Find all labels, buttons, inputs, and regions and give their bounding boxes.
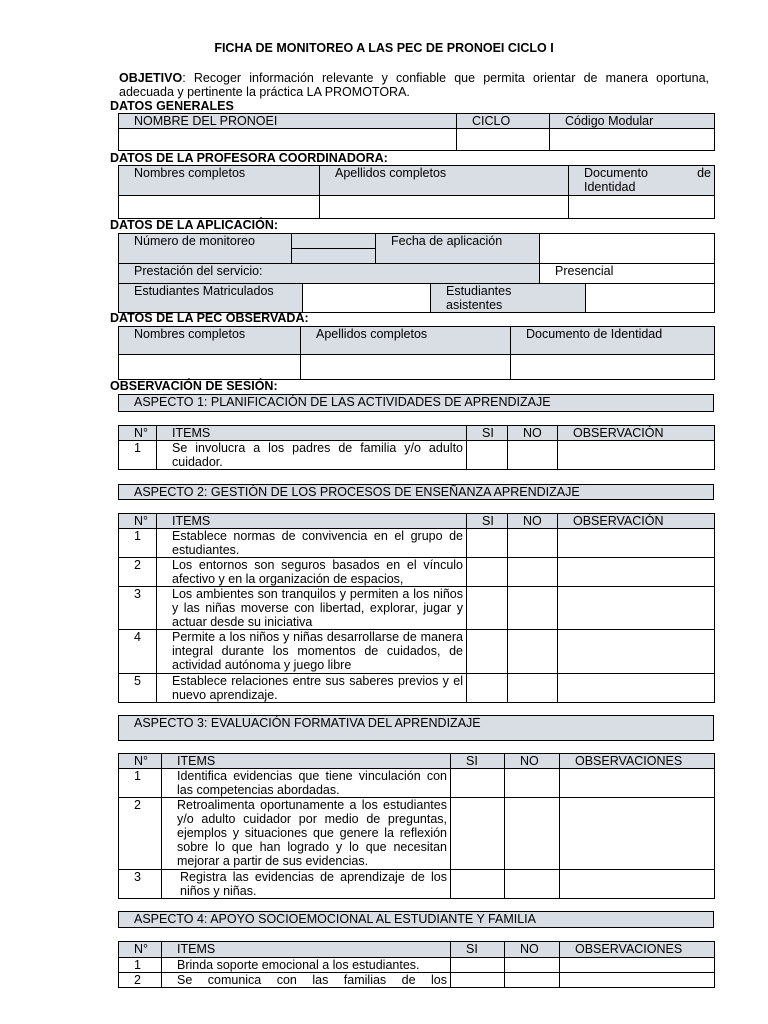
aspect3-title: ASPECTO 3: EVALUACIÓN FORMATIVA DEL APRENDIZAJE <box>119 716 714 741</box>
item-text: Registra las evidencias de aprendizaje de los niños y niñas. <box>162 870 451 899</box>
item-number: 2 <box>119 558 157 587</box>
item-text: Establece relaciones entre sus saberes previos y el nuevo aprendizaje. <box>157 674 467 703</box>
item-number: 5 <box>119 674 157 703</box>
table-row <box>119 558 715 587</box>
pec-col-apellidos: Apellidos completos <box>301 327 511 355</box>
codigo-modular-field[interactable] <box>550 129 715 151</box>
section-observacion: OBSERVACIÓN DE SESIÓN: <box>110 379 278 393</box>
observacion-cell[interactable] <box>558 630 715 674</box>
no-cell[interactable] <box>505 769 560 798</box>
item-text: Los entornos son seguros basados en el vínculo afectivo y en la organización de espacios, <box>157 558 467 587</box>
pec-col-nombres: Nombres completos <box>119 327 301 355</box>
profesora-nombres-field[interactable] <box>119 196 320 219</box>
item-number: 1 <box>119 769 162 798</box>
section-aplicacion: DATOS DE LA APLICACIÓN: <box>110 218 279 232</box>
item-number: 4 <box>119 630 157 674</box>
table-row <box>119 870 715 899</box>
item-number: 2 <box>119 798 162 870</box>
aspect3-h-no: NO <box>505 754 560 769</box>
aspect3-h-si: SI <box>451 754 505 769</box>
pec-table <box>118 326 715 380</box>
col-documento-identidad <box>569 166 715 196</box>
numero-monitoreo-field-a[interactable] <box>292 234 376 249</box>
aspect2-h-obs: OBSERVACIÓN <box>558 514 715 529</box>
table-row <box>119 674 715 703</box>
numero-monitoreo-field-b[interactable] <box>292 249 376 264</box>
no-cell[interactable] <box>508 587 558 630</box>
presencial-label: Presencial <box>540 264 715 284</box>
objective-paragraph <box>119 71 709 99</box>
aspect2-table <box>118 513 715 703</box>
table-row <box>119 769 715 798</box>
pec-apellidos-field[interactable] <box>301 355 511 380</box>
nombre-pronoei-field[interactable] <box>119 129 457 151</box>
aspect2-h-num: N° <box>119 514 157 529</box>
observacion-cell[interactable] <box>558 441 715 470</box>
matriculados-field[interactable] <box>303 284 431 313</box>
aspect4-title-bar <box>118 911 714 928</box>
aspect2-title-bar <box>118 484 714 500</box>
aplicacion-table-row2 <box>118 263 715 284</box>
item-number: 2 <box>119 973 162 988</box>
aspect3-h-num: N° <box>119 754 162 769</box>
observacion-cell[interactable] <box>558 587 715 630</box>
aspect4-table <box>118 941 715 988</box>
si-cell[interactable] <box>467 558 508 587</box>
table-row <box>119 958 715 973</box>
fecha-aplicacion-label: Fecha de aplicación <box>376 234 540 264</box>
item-number: 1 <box>119 441 157 470</box>
si-cell[interactable] <box>451 769 505 798</box>
aspect4-h-si: SI <box>451 942 505 958</box>
col-codigo-modular: Código Modular <box>550 114 715 129</box>
item-number: 3 <box>119 870 162 899</box>
asistentes-label <box>431 284 586 313</box>
aspect3-h-obs: OBSERVACIONES <box>560 754 715 769</box>
section-pec: DATOS DE LA PEC OBSERVADA: <box>110 311 309 325</box>
asistentes-field[interactable] <box>586 284 715 313</box>
aspect1-h-no: NO <box>508 426 558 441</box>
no-cell[interactable] <box>508 441 558 470</box>
pec-nombres-field[interactable] <box>119 355 301 380</box>
si-cell[interactable] <box>467 630 508 674</box>
prestacion-servicio-label: Prestación del servicio: <box>119 264 540 284</box>
datos-generales-table <box>118 113 715 151</box>
no-cell[interactable] <box>508 558 558 587</box>
asistentes-line-1: Estudiantes <box>446 284 512 298</box>
aspect4-h-items: ITEMS <box>162 942 451 958</box>
profesora-table <box>118 165 715 219</box>
si-cell[interactable] <box>467 674 508 703</box>
no-cell[interactable] <box>505 973 560 988</box>
item-number: 1 <box>119 529 157 558</box>
numero-monitoreo-label: Número de monitoreo <box>119 234 292 264</box>
aplicacion-table-row3 <box>118 283 715 313</box>
item-text: Identifica evidencias que tiene vinculación con las competencias abordadas. <box>162 769 451 798</box>
no-cell[interactable] <box>508 630 558 674</box>
aspect1-title-bar <box>118 394 714 412</box>
aspect3-h-items: ITEMS <box>162 754 451 769</box>
table-row <box>119 441 715 470</box>
observacion-cell[interactable] <box>560 958 715 973</box>
fecha-aplicacion-field[interactable] <box>540 234 715 264</box>
documento-line-2: Identidad <box>584 180 636 194</box>
no-cell[interactable] <box>508 529 558 558</box>
objective-text: : Recoger información relevante y confiable que permita orientar de manera oportuna, adecuada y pertinente la práctica LA PROMOTORA. <box>119 71 709 99</box>
observacion-cell[interactable] <box>558 529 715 558</box>
item-text: Brinda soporte emocional a los estudiantes. <box>162 958 451 973</box>
documento-line-1: Documento de <box>584 166 711 180</box>
ciclo-field[interactable] <box>457 129 550 151</box>
si-cell[interactable] <box>451 870 505 899</box>
page-title: FICHA DE MONITOREO A LAS PEC DE PRONOEI CICLO I <box>214 41 554 55</box>
si-cell[interactable] <box>467 587 508 630</box>
aspect1-table <box>118 425 715 470</box>
aspect1-h-obs: OBSERVACIÓN <box>558 426 715 441</box>
table-row <box>119 529 715 558</box>
item-text: Se comunica con las familias de los <box>162 973 451 988</box>
aspect2-title: ASPECTO 2: GESTIÓN DE LOS PROCESOS DE ENSEÑANZA APRENDIZAJE <box>119 485 714 500</box>
aspect4-title: ASPECTO 4: APOYO SOCIOEMOCIONAL AL ESTUDIANTE Y FAMILIA <box>119 912 714 928</box>
aplicacion-table-row1 <box>118 233 715 264</box>
observacion-cell[interactable] <box>558 674 715 703</box>
aspect2-h-items: ITEMS <box>157 514 467 529</box>
observacion-cell[interactable] <box>560 870 715 899</box>
col-ciclo: CICLO <box>457 114 550 129</box>
no-cell[interactable] <box>505 958 560 973</box>
pec-documento-field[interactable] <box>511 355 715 380</box>
col-apellidos-completos: Apellidos completos <box>320 166 569 196</box>
table-row <box>119 973 715 988</box>
observacion-cell[interactable] <box>560 769 715 798</box>
col-nombre-pronoei: NOMBRE DEL PRONOEI <box>119 114 457 129</box>
observacion-cell[interactable] <box>560 798 715 870</box>
col-nombres-completos: Nombres completos <box>119 166 320 196</box>
item-text: Los ambientes son tranquilos y permiten a los niños y las niñas moverse con libertad, explorar, jugar y actuar desde su iniciativa <box>157 587 467 630</box>
profesora-apellidos-field[interactable] <box>320 196 569 219</box>
no-cell[interactable] <box>505 870 560 899</box>
si-cell[interactable] <box>451 798 505 870</box>
section-datos-generales: DATOS GENERALES <box>110 99 234 113</box>
aspect3-table <box>118 753 715 899</box>
si-cell[interactable] <box>451 958 505 973</box>
no-cell[interactable] <box>505 798 560 870</box>
aspect4-h-no: NO <box>505 942 560 958</box>
table-row <box>119 630 715 674</box>
section-profesora: DATOS DE LA PROFESORA COORDINADORA: <box>110 151 388 165</box>
aspect1-title: ASPECTO 1: PLANIFICACIÓN DE LAS ACTIVIDADES DE APRENDIZAJE <box>119 395 714 412</box>
aspect4-h-obs: OBSERVACIONES <box>560 942 715 958</box>
asistentes-line-2: asistentes <box>446 298 503 312</box>
aspect2-h-si: SI <box>467 514 508 529</box>
item-number: 3 <box>119 587 157 630</box>
objective-label: OBJETIVO <box>119 71 183 85</box>
table-row <box>119 587 715 630</box>
item-text: Se involucra a los padres de familia y/o adulto cuidador. <box>157 441 467 470</box>
item-text: Permite a los niños y niñas desarrollarse de manera integral durante los momentos de cuidados, de actividad autónoma y juego libre <box>157 630 467 674</box>
si-cell[interactable] <box>451 973 505 988</box>
profesora-documento-field[interactable] <box>569 196 715 219</box>
item-text: Establece normas de convivencia en el grupo de estudiantes. <box>157 529 467 558</box>
observacion-cell[interactable] <box>560 973 715 988</box>
si-cell[interactable] <box>467 441 508 470</box>
matriculados-label: Estudiantes Matriculados <box>119 284 303 313</box>
no-cell[interactable] <box>508 674 558 703</box>
aspect2-h-no: NO <box>508 514 558 529</box>
table-row <box>119 798 715 870</box>
pec-col-documento: Documento de Identidad <box>511 327 715 355</box>
item-number: 1 <box>119 958 162 973</box>
observacion-cell[interactable] <box>558 558 715 587</box>
aspect1-h-items: ITEMS <box>157 426 467 441</box>
aspect1-h-num: N° <box>119 426 157 441</box>
item-text: Retroalimenta oportunamente a los estudiantes y/o adulto cuidador por medio de preguntas, ejemplos y situaciones que genere la reflexión sobre lo que han logrado y lo que necesitan mejorar a partir de sus evidencias. <box>162 798 451 870</box>
aspect3-title-bar <box>118 715 714 741</box>
si-cell[interactable] <box>467 529 508 558</box>
aspect4-h-num: N° <box>119 942 162 958</box>
aspect1-h-si: SI <box>467 426 508 441</box>
